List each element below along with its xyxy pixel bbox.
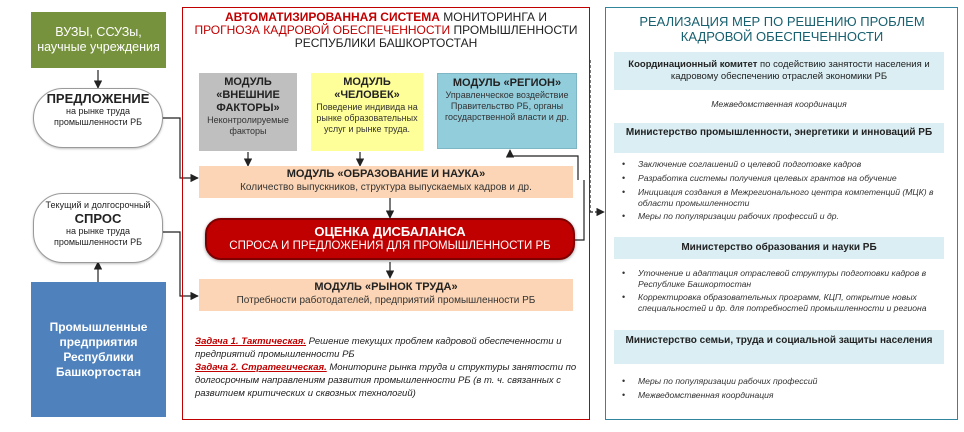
module-labor-market (199, 279, 573, 311)
list-item: • Корректировка образовательных программ, КЦП, открытие новых специальностей и др. для потребностей промышленности и региона (622, 292, 927, 313)
title-part1: МОНИТОРИНГА И (439, 10, 547, 24)
supply-subtitle: на рынке труда промышленности РБ (53, 106, 143, 127)
interdept-coordination: Межведомственная координация (711, 99, 847, 109)
tasks-block (195, 335, 580, 400)
list-item: • Меры по популяризации рабочих профессий (622, 376, 818, 386)
imbalance-text: СПРОСА И ПРЕДЛОЖЕНИЯ ДЛЯ ПРОМЫШЛЕННОСТИ РБ (229, 240, 551, 252)
coordination-committee (614, 52, 944, 90)
demand-subtitle: на рынке труда промышленности РБ (53, 226, 143, 247)
industry-list (622, 159, 944, 225)
module-external-title: МОДУЛЬ «ВНЕШНИЕ ФАКТОРЫ» (216, 76, 280, 114)
imbalance-title: ОЦЕНКА ДИСБАЛАНСА (314, 224, 466, 239)
ministry-education: Министерство образования и науки РБ (614, 237, 944, 259)
title-red: АВТОМАТИЗИРОВАННАЯ СИСТЕМА (225, 10, 440, 24)
title-red2: ПРОГНОЗА КАДРОВОЙ ОБЕСПЕЧЕННОСТИ (194, 23, 451, 37)
committee-bold: Координационный комитет (628, 59, 758, 70)
module-region (437, 73, 577, 149)
ministry-industry: Министерство промышленности, энергетики и инноваций РБ (614, 123, 944, 153)
module-person-title: МОДУЛЬ «ЧЕЛОВЕК» (334, 76, 400, 101)
demand-pre: Текущий и долгосрочный (45, 200, 151, 210)
demand-title: СПРОС (74, 211, 122, 226)
module-external-factors (199, 73, 297, 151)
imbalance-assessment (205, 218, 575, 260)
ministry-family: Министерство семьи, труда и социальной защиты населения (614, 330, 944, 364)
family-list (622, 376, 944, 404)
enterprises-label: Промышленные предприятия Республики Башкортостан (49, 319, 148, 379)
measures-title: РЕАЛИЗАЦИЯ МЕР ПО РЕШЕНИЮ ПРОБЛЕМ КАДРОВОЙ ОБЕСПЕЧЕННОСТИ (639, 14, 925, 44)
task-1 (195, 335, 580, 361)
task-1-text: Решение текущих проблем кадровой обеспеченности и предприятий промышленности РБ (195, 336, 562, 360)
module-education-text: Количество выпускников, структура выпускаемых кадров и др. (240, 182, 532, 193)
module-person-text: Поведение индивида на рынке образовательных услуг и рынке труда. (316, 102, 418, 134)
supply-title: ПРЕДЛОЖЕНИЕ (46, 91, 150, 106)
module-labor-title: МОДУЛЬ «РЫНОК ТРУДА» (314, 281, 458, 293)
list-item: • Заключение соглашений о целевой подготовке кадров (622, 159, 862, 169)
task-2 (195, 361, 580, 400)
module-education-title: МОДУЛЬ «ОБРАЗОВАНИЕ И НАУКА» (286, 168, 486, 180)
list-item: • Межведомственная координация (622, 390, 774, 400)
supply-oval (33, 88, 163, 148)
task-2-text: Мониторинг рынка труда и структуры занятости по долгосрочным направлениям развития промышленности РБ (в т. ч. связанных с развитием критических и сквозных технологий) (195, 362, 577, 399)
enterprises-box (31, 282, 166, 417)
module-labor-text: Потребности работодателей, предприятий промышленности РБ (236, 295, 536, 306)
list-item: • Уточнение и адаптация отраслевой структуры подготовки кадров в Республике Башкортостан (622, 268, 927, 289)
system-title (186, 11, 586, 50)
committee-text: по содействию занятости населения и кадровому обеспечению отраслей экономики РБ (670, 59, 930, 82)
module-education (199, 166, 573, 198)
title-part3: РЕСПУБЛИКИ БАШКОРТОСТАН (294, 36, 478, 50)
task-1-label: Задача 1. Тактическая. (195, 336, 307, 347)
module-person (311, 73, 423, 151)
universities-box (31, 12, 166, 68)
education-list (622, 268, 944, 316)
task-2-label: Задача 2. Стратегическая. (195, 362, 327, 373)
list-item: • Меры по популяризации рабочих профессий и др. (622, 211, 839, 221)
demand-oval (33, 193, 163, 263)
list-item: • Инициация создания в Межрегионального центра компетенций (МЦК) в области промышленности (622, 187, 934, 208)
universities-label: ВУЗЫ, ССУЗы, научные учреждения (37, 25, 160, 54)
module-region-text: Управленческое воздействие Правительство РБ, органы государственной власти и др. (444, 90, 570, 122)
module-external-text: Неконтролируемые факторы (207, 115, 289, 136)
title-part2: ПРОМЫШЛЕННОСТИ (450, 23, 578, 37)
list-item: • Разработка системы получения целевых грантов на обучение (622, 173, 897, 183)
module-region-title: МОДУЛЬ «РЕГИОН» (452, 77, 562, 89)
